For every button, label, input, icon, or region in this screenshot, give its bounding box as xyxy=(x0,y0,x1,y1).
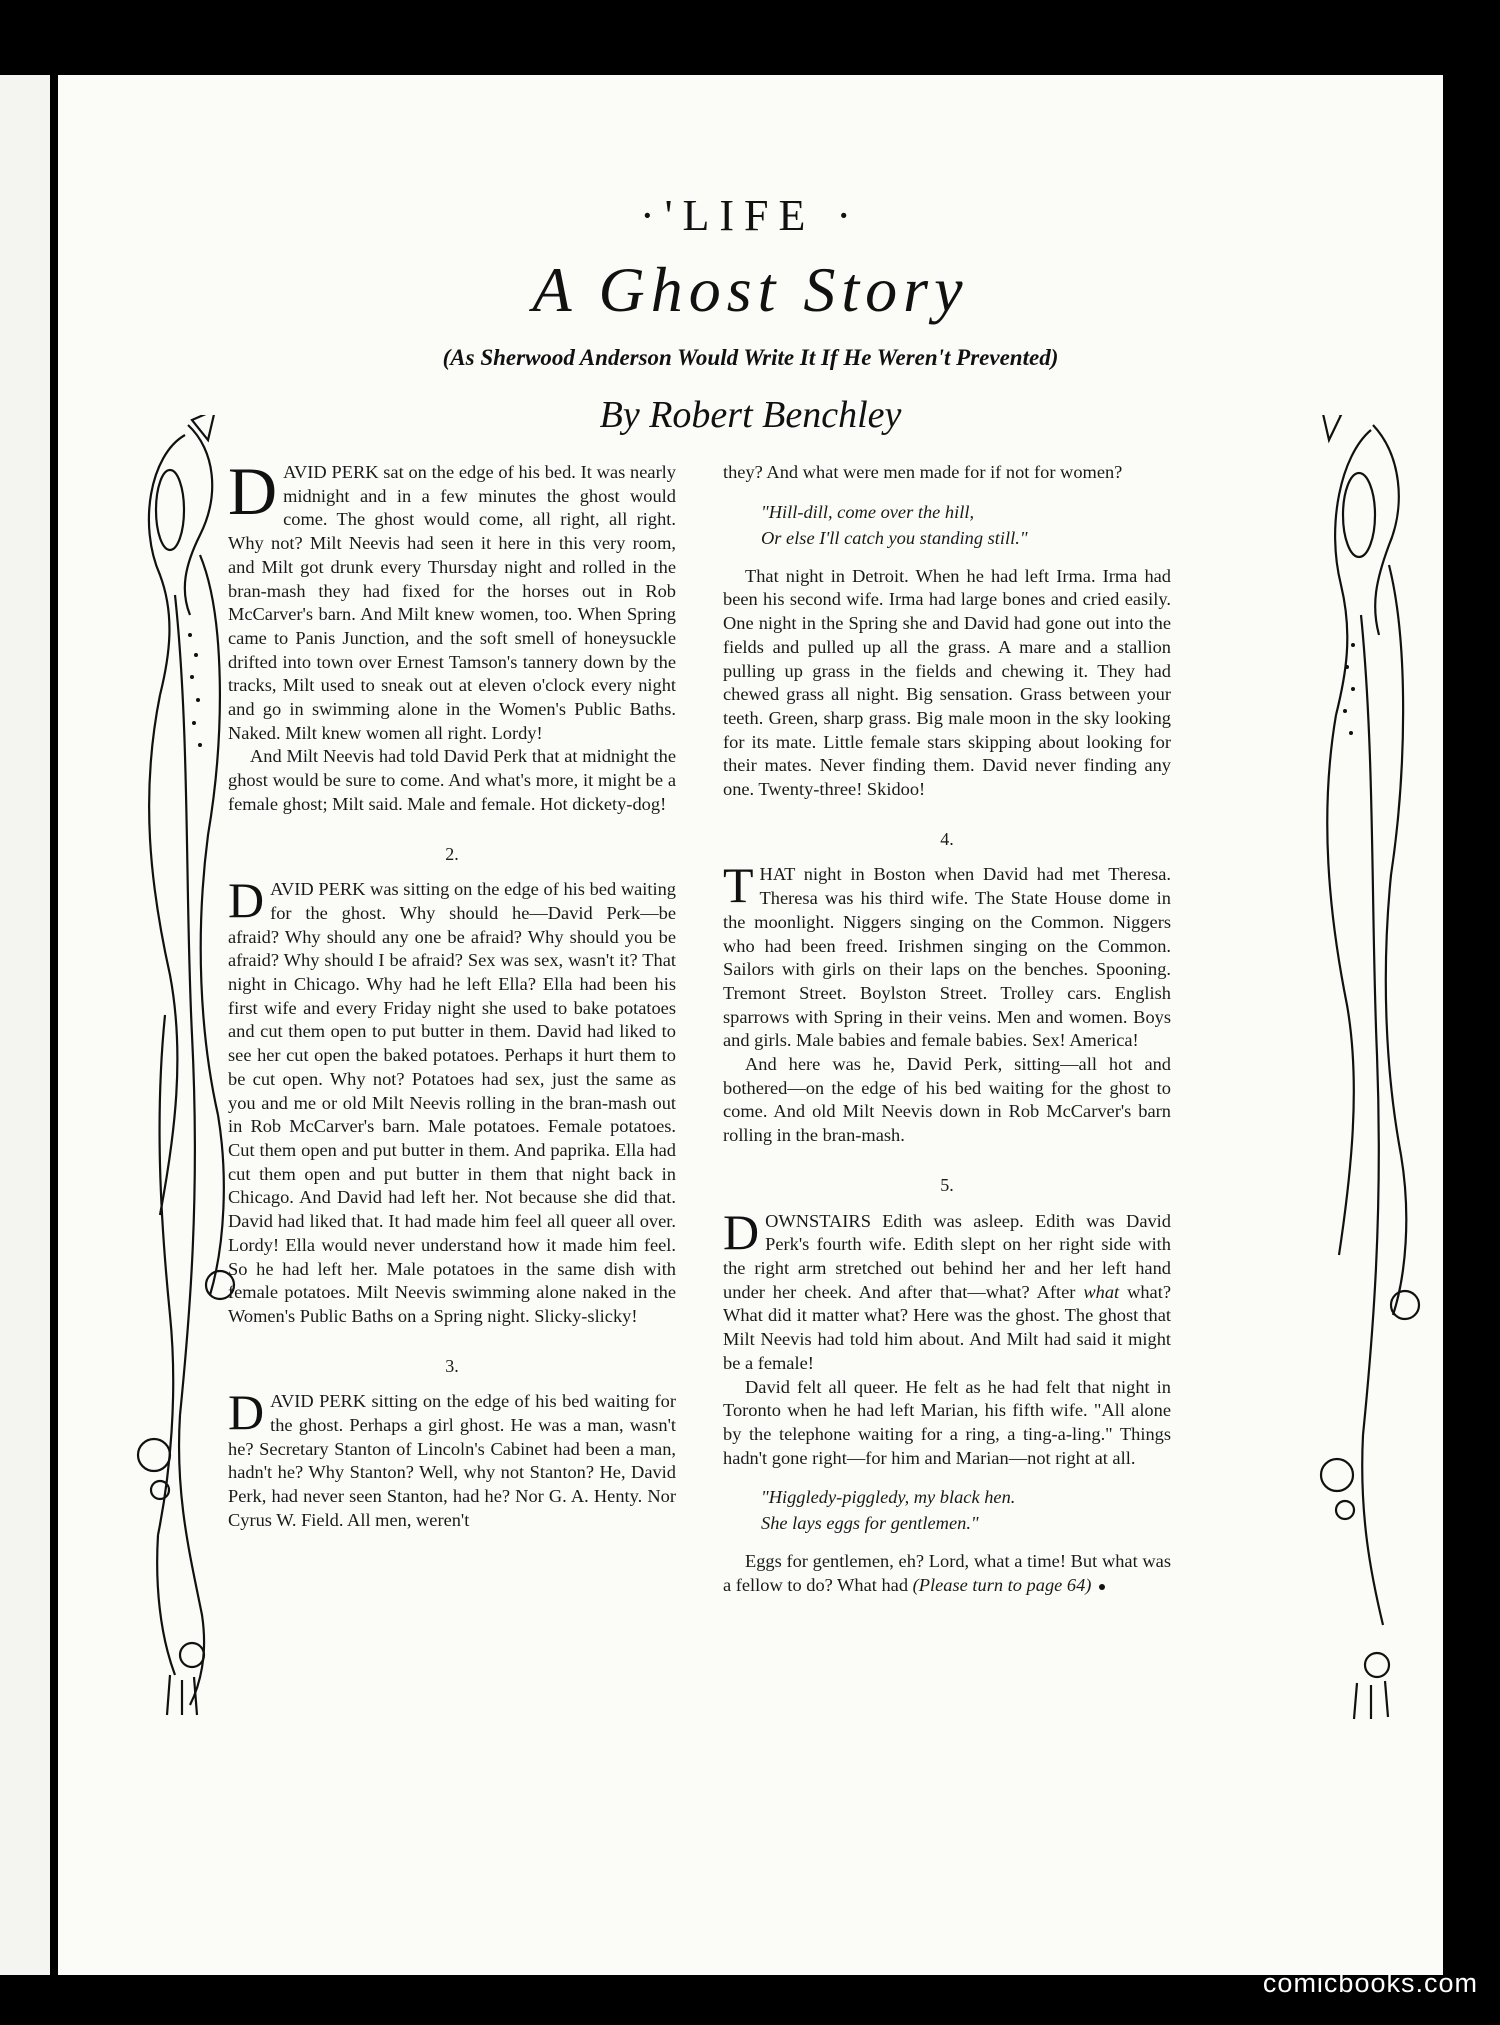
right-art-nouveau-ornament xyxy=(1301,415,1421,1725)
section-4-text: HAT night in Boston when David had met Theresa. Theresa was his third wife. The State House dome in the moonlight. Niggers singing on the Common. Niggers who had been freed. Irishmen singing on the Common. Sailors with girls on their laps on the benches. Spooning. Tremont Street. Boylston Street. Trolley cars. English sparrows with Spring in their veins. Men and women. Boys and girls. Male babies and female babies. Sex! America! xyxy=(723,864,1171,1051)
section-number: 3. xyxy=(445,1355,459,1376)
section-4-paragraph-2: And here was he, David Perk, sitting—all hot and bothered—on the edge of his bed waiting for the ghost to come. And old Milt Neevis down in Rob McCarver's barn rolling in the bran-mash. xyxy=(723,1054,1171,1146)
section-5-text: Eggs for gentlemen, eh? Lord, what a time! But what was a fellow to do? What had xyxy=(723,1551,1171,1596)
byline: By Robert Benchley xyxy=(599,394,902,436)
section-3-paragraph xyxy=(228,1384,676,1532)
story-title: A Ghost Story xyxy=(532,254,969,325)
section-1-text: AVID PERK sat on the edge of his bed. It was nearly midnight and in a few minutes the ghost would come. The ghost would come, all right, all right. Why not? Milt Neevis had seen it here in this very room, and Milt got drunk every Thursday night and rolled in the bran-mash they had fixed for the horses out in Rob McCarver's barn. And Milt knew women, too. When Spring came to Panis Junction, and the soft smell of honeysuckle drifted into town over Ernest Tamson's tannery down by the tracks, Milt used to sneak out at eleven o'clock every night and go in swimming alone in the Women's Public Baths. Naked. Milt knew women all right. Lordy! xyxy=(228,462,676,743)
verse xyxy=(761,499,1171,551)
section-2-paragraph xyxy=(228,872,676,1328)
verse-line: "Higgledy-piggledy, my black hen. xyxy=(761,1487,1016,1508)
facing-page-edge xyxy=(0,75,50,1975)
section-5-paragraph-2: David felt all queer. He felt as he had felt that night in Toronto when he had left Marian, his fifth wife. "All alone by the telephone waiting for a ring, a ting-a-ling." Things hadn't gone right—for him and Marian—not right at all. xyxy=(723,1376,1171,1468)
section-5-text-a: OWNSTAIRS Edith was asleep. Edith was David Perk's fourth wife. Edith slept on her right side with the right arm stretched out behind her and her left hand under her cheek. And after that—what? After xyxy=(723,1210,1171,1302)
end-dot-icon xyxy=(1099,1584,1105,1590)
section-1-paragraph-2: And Milt Neevis had told David Perk that at midnight the ghost would be sure to come. And what's more, it might be a female ghost; Milt said. Male and female. Hot dickety-dog! xyxy=(228,746,676,814)
section-2-text: AVID PERK was sitting on the edge of his bed waiting for the ghost. Why should he—David Perk—be afraid? Why should any one be afraid? Why should you be afraid? Why should I be afraid? Sex was sex, wasn't it? That night in Chicago. Why had he left Ella? Ella had been his first wife and every Friday night she used to bake potatoes and cut them open to put butter in them. David had liked to see her cut open the baked potatoes. Perhaps it hurt them to be cut open. Why not? Potatoes had sex, just the same as you and me or old Milt Neevis rolling in the bran-mash out in Rob McCarver's barn. Male potatoes. Female potatoes. Cut them open and put butter in them. And paprika. Ella had cut them open and put butter in them that night back in Chicago. And David had left her. Not because she did that. David had liked that. It had made him feel all queer all over. Lordy! Ella would never understand how it made him feel. So he had left her. Male potatoes in the same dish with female potatoes. Milt Neevis swimming alone naked in the Women's Public Baths on a Spring night. Slicky-slicky! xyxy=(228,879,676,1326)
section-3-continued: they? And what were men made for if not for women? xyxy=(723,462,1123,482)
section-3-text: AVID PERK sitting on the edge of his bed waiting for the ghost. Perhaps a girl ghost. He was a man, wasn't he? Secretary Stanton of Lincoln's Cabinet had been a man, hadn't he? Why Stanton? Well, why not Stanton? He, David Perk, had never seen Stanton, had he? Nor G. A. Henty. Nor Cyrus W. Field. All men, weren't xyxy=(228,1391,676,1530)
subtitle: (As Sherwood Anderson Would Write It If He Weren't Prevented) xyxy=(442,345,1059,370)
emphasis: what xyxy=(1083,1281,1120,1302)
left-column xyxy=(228,453,676,1861)
site-watermark: comicbooks.com xyxy=(1262,1968,1478,1998)
right-column xyxy=(723,461,1171,1861)
section-number: 4. xyxy=(940,828,954,849)
section-3-paragraph-2: That night in Detroit. When he had left Irma. Irma had been his second wife. Irma had large bones and cried easily. One night in the Spring she and David had gone out into the fields and pulled up all the grass. A mare and a stallion pulling up grass in the fields and chewing it. They had chewed grass all night. Big sensation. Grass between your teeth. Green, sharp grass. Big male moon in the sky looking for its mate. Little female stars skipping about looking for their mates. Never finding them. David never finding any one. Twenty-three! Skidoo! xyxy=(723,565,1171,800)
drop-cap: D xyxy=(723,1203,760,1260)
section-number: 5. xyxy=(940,1174,954,1195)
verse-line: She lays eggs for gentlemen." xyxy=(761,1513,979,1534)
drop-cap: D xyxy=(228,1384,265,1441)
left-art-nouveau-ornament xyxy=(130,415,240,1725)
drop-cap: T xyxy=(723,857,754,914)
section-5-paragraph-3 xyxy=(723,1550,1171,1597)
verse xyxy=(761,1484,1171,1536)
section-number: 2. xyxy=(445,843,459,864)
verse-line: Or else I'll catch you standing still." xyxy=(761,527,1028,548)
section-1-paragraph xyxy=(228,453,676,745)
magazine-page xyxy=(58,75,1443,1975)
section-5-paragraph xyxy=(723,1203,1171,1376)
section-4-paragraph xyxy=(723,857,1171,1053)
masthead: ·'LIFE · xyxy=(639,191,862,240)
drop-cap: D xyxy=(228,453,278,529)
continued-notice: (Please turn to page 64) xyxy=(912,1575,1092,1596)
drop-cap: D xyxy=(228,872,265,929)
verse-line: "Hill-dill, come over the hill, xyxy=(761,501,975,522)
section-5-text-b: what? What did it matter what? Here was the ghost. The ghost that Milt Neevis had told him about. And Milt had said it might be a female! xyxy=(723,1281,1171,1373)
